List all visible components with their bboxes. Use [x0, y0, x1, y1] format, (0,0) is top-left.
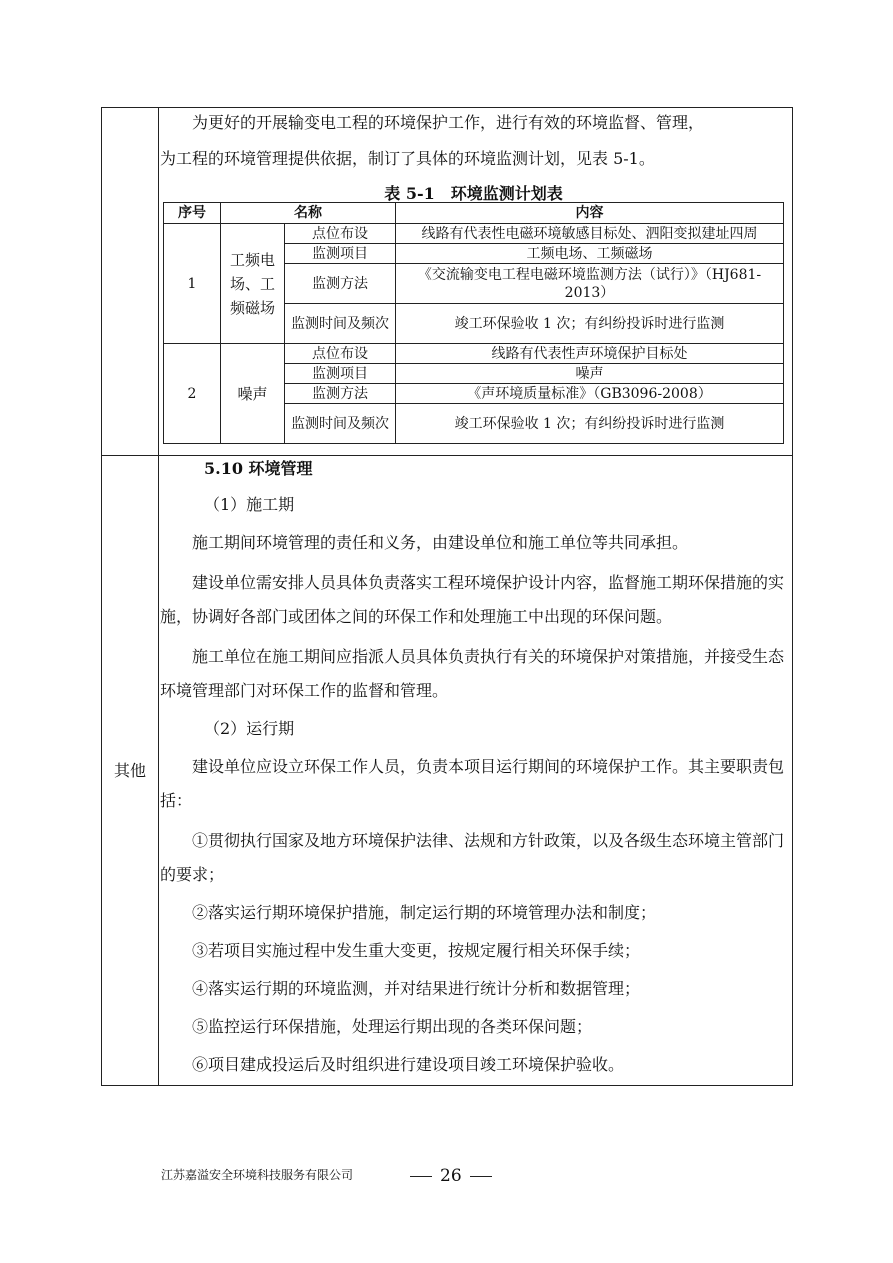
- row-item: 监测时间及频次: [285, 404, 396, 444]
- duty-item: ①贯彻执行国家及地方环境保护法律、法规和方针政策，以及各级生态环境主管部门的要求；: [160, 831, 785, 884]
- row-content: 竣工环保验收 1 次；有纠纷投诉时进行监测: [396, 404, 784, 444]
- table-title: 表 5-1 环境监测计划表: [384, 184, 563, 203]
- duty-item: ⑤监控运行环保措施，处理运行期出现的各类环保问题；: [192, 1017, 593, 1036]
- section-body: [160, 458, 784, 1080]
- construction-para-3: 施工单位在施工期间应指派人员具体负责执行有关的环境保护对策措施，并接受生态环境管理部门对环保工作的监督和管理。: [160, 647, 785, 700]
- page-dash-right: [470, 1176, 492, 1177]
- row-item: 监测项目: [285, 364, 396, 384]
- intro-line-1: 为更好的开展输变电工程的环境保护工作，进行有效的环境监督、管理，: [192, 113, 705, 132]
- construction-para-2: 建设单位需安排人员具体负责落实工程环境保护设计内容，监督施工期环保措施的实施，协调好各部门或团体之间的环保工作和处理施工中出现的环保问题。: [160, 573, 785, 626]
- section-title: 5.10 环境管理: [204, 459, 313, 478]
- group-name: 噪声: [221, 344, 285, 444]
- duty-item: ②落实运行期环境保护措施，制定运行期的环境管理办法和制度；: [192, 903, 657, 922]
- operation-heading: （2）运行期: [204, 719, 295, 738]
- construction-heading: （1）施工期: [204, 495, 295, 514]
- table-header-row: [164, 203, 784, 224]
- row-content: 工频电场、工频磁场: [396, 244, 784, 264]
- side-label: 其他: [113, 761, 146, 780]
- duty-item: ③若项目实施过程中发生重大变更，按规定履行相关环保手续；: [192, 941, 641, 960]
- row-item: 监测时间及频次: [285, 304, 396, 344]
- monitoring-table: [163, 202, 784, 444]
- column-divider: [158, 108, 159, 1085]
- header-name: 名称: [221, 203, 396, 224]
- group-index: 2: [164, 344, 221, 444]
- operation-intro: 建设单位应设立环保工作人员，负责本项目运行期间的环境保护工作。其主要职责包括：: [160, 757, 785, 810]
- table-row: [164, 344, 784, 364]
- row-content: 《交流输变电工程电磁环境监测方法（试行）》（HJ681-2013）: [396, 264, 784, 304]
- page-dash-left: [410, 1176, 432, 1177]
- row-divider: [102, 455, 792, 456]
- row-item: 监测方法: [285, 264, 396, 304]
- duty-item: ④落实运行期的环境监测，并对结果进行统计分析和数据管理；: [192, 979, 641, 998]
- intro-line-2: 为工程的环境管理提供依据，制订了具体的环境监测计划，见表 5-1。: [160, 149, 655, 168]
- group-index: 1: [164, 224, 221, 344]
- row-item: 点位布设: [285, 224, 396, 244]
- row-content: 《声环境质量标准》（GB3096-2008）: [396, 384, 784, 404]
- construction-para-1: 施工期间环境管理的责任和义务，由建设单位和施工单位等共同承担。: [192, 533, 689, 552]
- row-content: 线路有代表性声环境保护目标处: [396, 344, 784, 364]
- row-content: 线路有代表性电磁环境敏感目标处、泗阳变拟建址四周: [396, 224, 784, 244]
- header-content: 内容: [396, 203, 784, 224]
- footer-company: 江苏嘉溢安全环境科技服务有限公司: [161, 1168, 354, 1182]
- row-item: 监测方法: [285, 384, 396, 404]
- group-name: 工频电场、工频磁场: [221, 224, 285, 344]
- table-row: [164, 224, 784, 244]
- intro-paragraph: [160, 110, 784, 172]
- duty-item: ⑥项目建成投运后及时组织进行建设项目竣工环境保护验收。: [192, 1055, 625, 1074]
- row-content: 竣工环保验收 1 次；有纠纷投诉时进行监测: [396, 304, 784, 344]
- page-number: [402, 1166, 500, 1186]
- row-item: 监测项目: [285, 244, 396, 264]
- row-content: 噪声: [396, 364, 784, 384]
- page-number-value: 26: [440, 1166, 462, 1186]
- header-index: 序号: [164, 203, 221, 224]
- row-item: 点位布设: [285, 344, 396, 364]
